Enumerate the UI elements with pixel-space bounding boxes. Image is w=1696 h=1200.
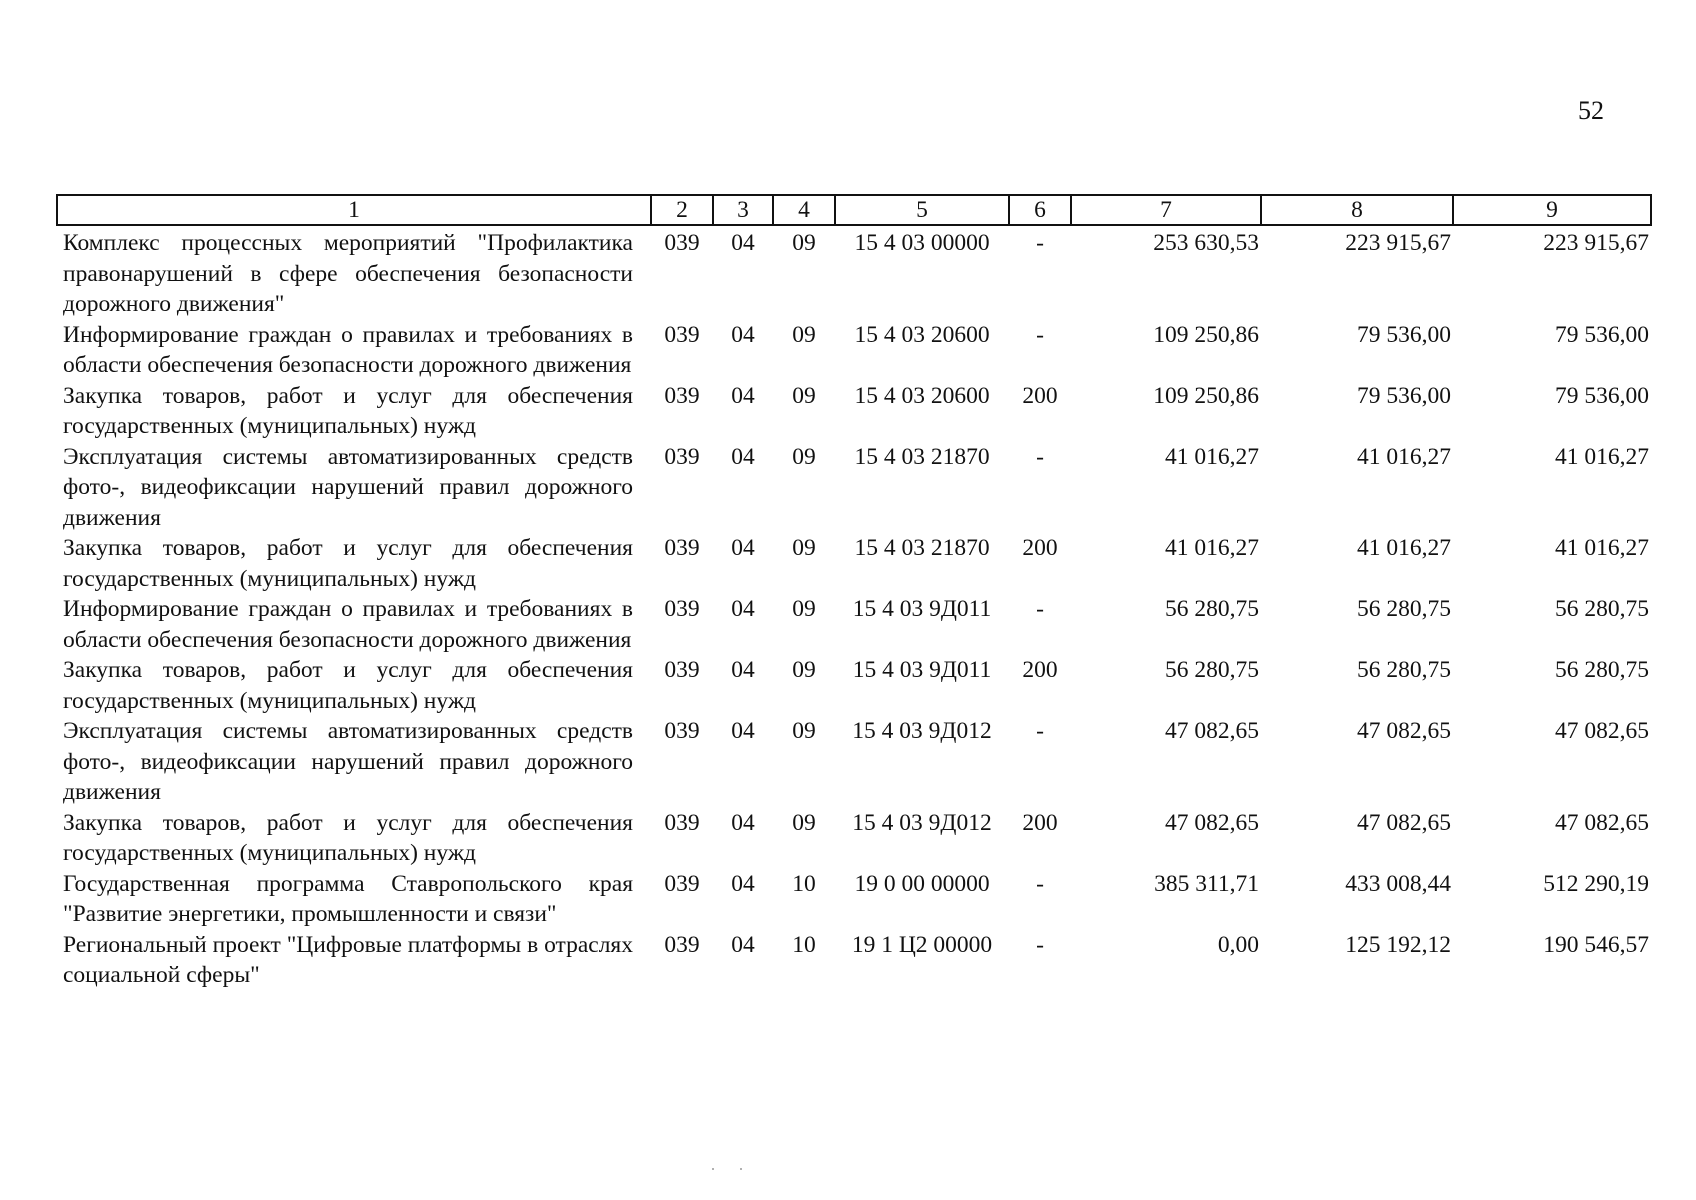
code-section: 04 — [731, 596, 755, 622]
amount-col-7: 47 082,65 — [1165, 718, 1259, 744]
amount-col-9: 79 536,00 — [1555, 321, 1649, 348]
row-name: Закупка товаров, работ и услуг для обеспечения государственных (муниципальных) нужд — [63, 535, 633, 592]
code-admin: 039 — [664, 321, 700, 348]
amount-col-8: 79 536,00 — [1357, 321, 1451, 348]
code-admin: 039 — [664, 230, 700, 256]
code-target-article: 15 4 03 21870 — [854, 535, 990, 561]
code-expense-type: - — [1036, 443, 1044, 470]
budget-table — [56, 194, 1652, 991]
column-header-4: 4 — [773, 195, 835, 225]
amount-col-9: 512 290,19 — [1543, 870, 1649, 897]
code-expense-type: - — [1036, 596, 1044, 622]
page-number: 52 — [1578, 96, 1604, 125]
amount-col-7: 47 082,65 — [1165, 809, 1259, 836]
amount-col-7: 56 280,75 — [1165, 657, 1259, 683]
column-header-2: 2 — [651, 195, 713, 225]
code-section: 04 — [731, 443, 755, 470]
amount-col-9: 47 082,65 — [1555, 809, 1649, 836]
amount-col-7: 109 250,86 — [1153, 321, 1259, 348]
code-admin: 039 — [664, 809, 700, 836]
amount-col-8: 125 192,12 — [1345, 931, 1451, 958]
amount-col-7: 109 250,86 — [1153, 382, 1259, 409]
row-name: Эксплуатация системы автоматизированных средств фото-, видеофиксации нарушений правил дорожного движения — [63, 718, 633, 805]
table-row — [57, 225, 1651, 320]
row-name: Закупка товаров, работ и услуг для обеспечения государственных (муниципальных) нужд — [63, 809, 633, 866]
amount-col-7: 41 016,27 — [1165, 443, 1259, 470]
column-header-3: 3 — [713, 195, 773, 225]
code-subsection: 09 — [792, 657, 816, 683]
code-expense-type: 200 — [1022, 382, 1058, 409]
row-name: Информирование граждан о правилах и требованиях в области обеспечения безопасности дорожного движения — [63, 596, 633, 653]
code-target-article: 15 4 03 21870 — [854, 443, 990, 470]
column-header-8: 8 — [1261, 195, 1453, 225]
code-subsection: 09 — [792, 535, 816, 561]
code-admin: 039 — [664, 535, 700, 561]
code-admin: 039 — [664, 657, 700, 683]
code-target-article: 15 4 03 9Д012 — [852, 718, 992, 744]
code-target-article: 15 4 03 00000 — [854, 230, 990, 256]
amount-col-8: 41 016,27 — [1357, 443, 1451, 470]
code-target-article: 19 1 Ц2 00000 — [851, 931, 993, 958]
code-subsection: 09 — [792, 718, 816, 744]
code-target-article: 15 4 03 20600 — [854, 321, 990, 348]
amount-col-7: 0,00 — [1217, 931, 1259, 958]
code-section: 04 — [731, 809, 755, 836]
row-name: Государственная программа Ставропольского края "Развитие энергетики, промышленности и связи" — [63, 870, 633, 927]
amount-col-9: 79 536,00 — [1555, 382, 1649, 409]
table-row — [57, 808, 1651, 869]
table-body — [57, 225, 1651, 991]
code-subsection: 09 — [792, 596, 816, 622]
code-subsection: 09 — [792, 230, 816, 256]
code-target-article: 19 0 00 00000 — [854, 870, 990, 897]
column-header-6: 6 — [1009, 195, 1071, 225]
code-admin: 039 — [664, 382, 700, 409]
column-header-5: 5 — [835, 195, 1009, 225]
row-name: Информирование граждан о правилах и требованиях в области обеспечения безопасности дорожного движения — [63, 321, 633, 378]
table-row — [57, 381, 1651, 442]
amount-col-7: 41 016,27 — [1165, 535, 1259, 561]
table-row — [57, 930, 1651, 991]
table-row — [57, 320, 1651, 381]
code-target-article: 15 4 03 9Д011 — [852, 596, 992, 622]
code-subsection: 09 — [792, 809, 816, 836]
code-section: 04 — [731, 931, 755, 958]
amount-col-9: 223 915,67 — [1543, 230, 1649, 256]
amount-col-8: 47 082,65 — [1357, 718, 1451, 744]
amount-col-7: 253 630,53 — [1153, 230, 1259, 256]
code-section: 04 — [731, 718, 755, 744]
amount-col-8: 56 280,75 — [1357, 596, 1451, 622]
code-section: 04 — [731, 870, 755, 897]
code-admin: 039 — [664, 596, 700, 622]
amount-col-9: 56 280,75 — [1555, 596, 1649, 622]
table-row — [57, 533, 1651, 594]
code-section: 04 — [731, 535, 755, 561]
table-row — [57, 594, 1651, 655]
column-header-9: 9 — [1453, 195, 1651, 225]
code-subsection: 09 — [792, 321, 816, 348]
amount-col-9: 41 016,27 — [1555, 535, 1649, 561]
row-name: Комплекс процессных мероприятий "Профилактика правонарушений в сфере обеспечения безопасности дорожного движения" — [63, 230, 633, 317]
code-section: 04 — [731, 657, 755, 683]
row-name: Закупка товаров, работ и услуг для обеспечения государственных (муниципальных) нужд — [63, 382, 633, 439]
code-expense-type: 200 — [1022, 809, 1058, 836]
code-expense-type: - — [1036, 870, 1044, 897]
column-header-7: 7 — [1071, 195, 1261, 225]
code-expense-type: 200 — [1022, 657, 1058, 683]
table-row — [57, 442, 1651, 534]
code-target-article: 15 4 03 20600 — [854, 382, 990, 409]
code-subsection: 10 — [792, 870, 816, 897]
amount-col-9: 47 082,65 — [1555, 718, 1649, 744]
amount-col-8: 56 280,75 — [1357, 657, 1451, 683]
code-admin: 039 — [664, 931, 700, 958]
amount-col-8: 41 016,27 — [1357, 535, 1451, 561]
amount-col-7: 385 311,71 — [1154, 870, 1259, 897]
row-name: Эксплуатация системы автоматизированных средств фото-, видеофиксации нарушений правил дорожного движения — [63, 443, 633, 531]
amount-col-8: 79 536,00 — [1357, 382, 1451, 409]
amount-col-8: 47 082,65 — [1357, 809, 1451, 836]
code-admin: 039 — [664, 718, 700, 744]
code-section: 04 — [731, 321, 755, 348]
row-name: Закупка товаров, работ и услуг для обеспечения государственных (муниципальных) нужд — [63, 657, 633, 714]
row-name: Региональный проект "Цифровые платформы в отраслях социальной сферы" — [63, 931, 633, 988]
code-expense-type: - — [1036, 321, 1044, 348]
code-subsection: 09 — [792, 443, 816, 470]
code-expense-type: 200 — [1022, 535, 1058, 561]
table-row — [57, 655, 1651, 716]
table-header-row — [57, 195, 1651, 225]
code-admin: 039 — [664, 443, 700, 470]
column-header-1: 1 — [57, 195, 651, 225]
table-row — [57, 716, 1651, 808]
code-section: 04 — [731, 230, 755, 256]
code-expense-type: - — [1036, 931, 1044, 958]
code-target-article: 15 4 03 9Д012 — [852, 809, 992, 836]
amount-col-9: 190 546,57 — [1543, 931, 1649, 958]
code-expense-type: - — [1036, 230, 1044, 256]
amount-col-9: 41 016,27 — [1555, 443, 1649, 470]
scan-artifact — [712, 1168, 752, 1172]
code-subsection: 10 — [792, 931, 816, 958]
code-subsection: 09 — [792, 382, 816, 409]
amount-col-7: 56 280,75 — [1165, 596, 1259, 622]
amount-col-8: 223 915,67 — [1345, 230, 1451, 256]
code-target-article: 15 4 03 9Д011 — [852, 657, 992, 683]
amount-col-8: 433 008,44 — [1345, 870, 1451, 897]
code-section: 04 — [731, 382, 755, 409]
table-row — [57, 869, 1651, 930]
code-expense-type: - — [1036, 718, 1044, 744]
code-admin: 039 — [664, 870, 700, 897]
amount-col-9: 56 280,75 — [1555, 657, 1649, 683]
